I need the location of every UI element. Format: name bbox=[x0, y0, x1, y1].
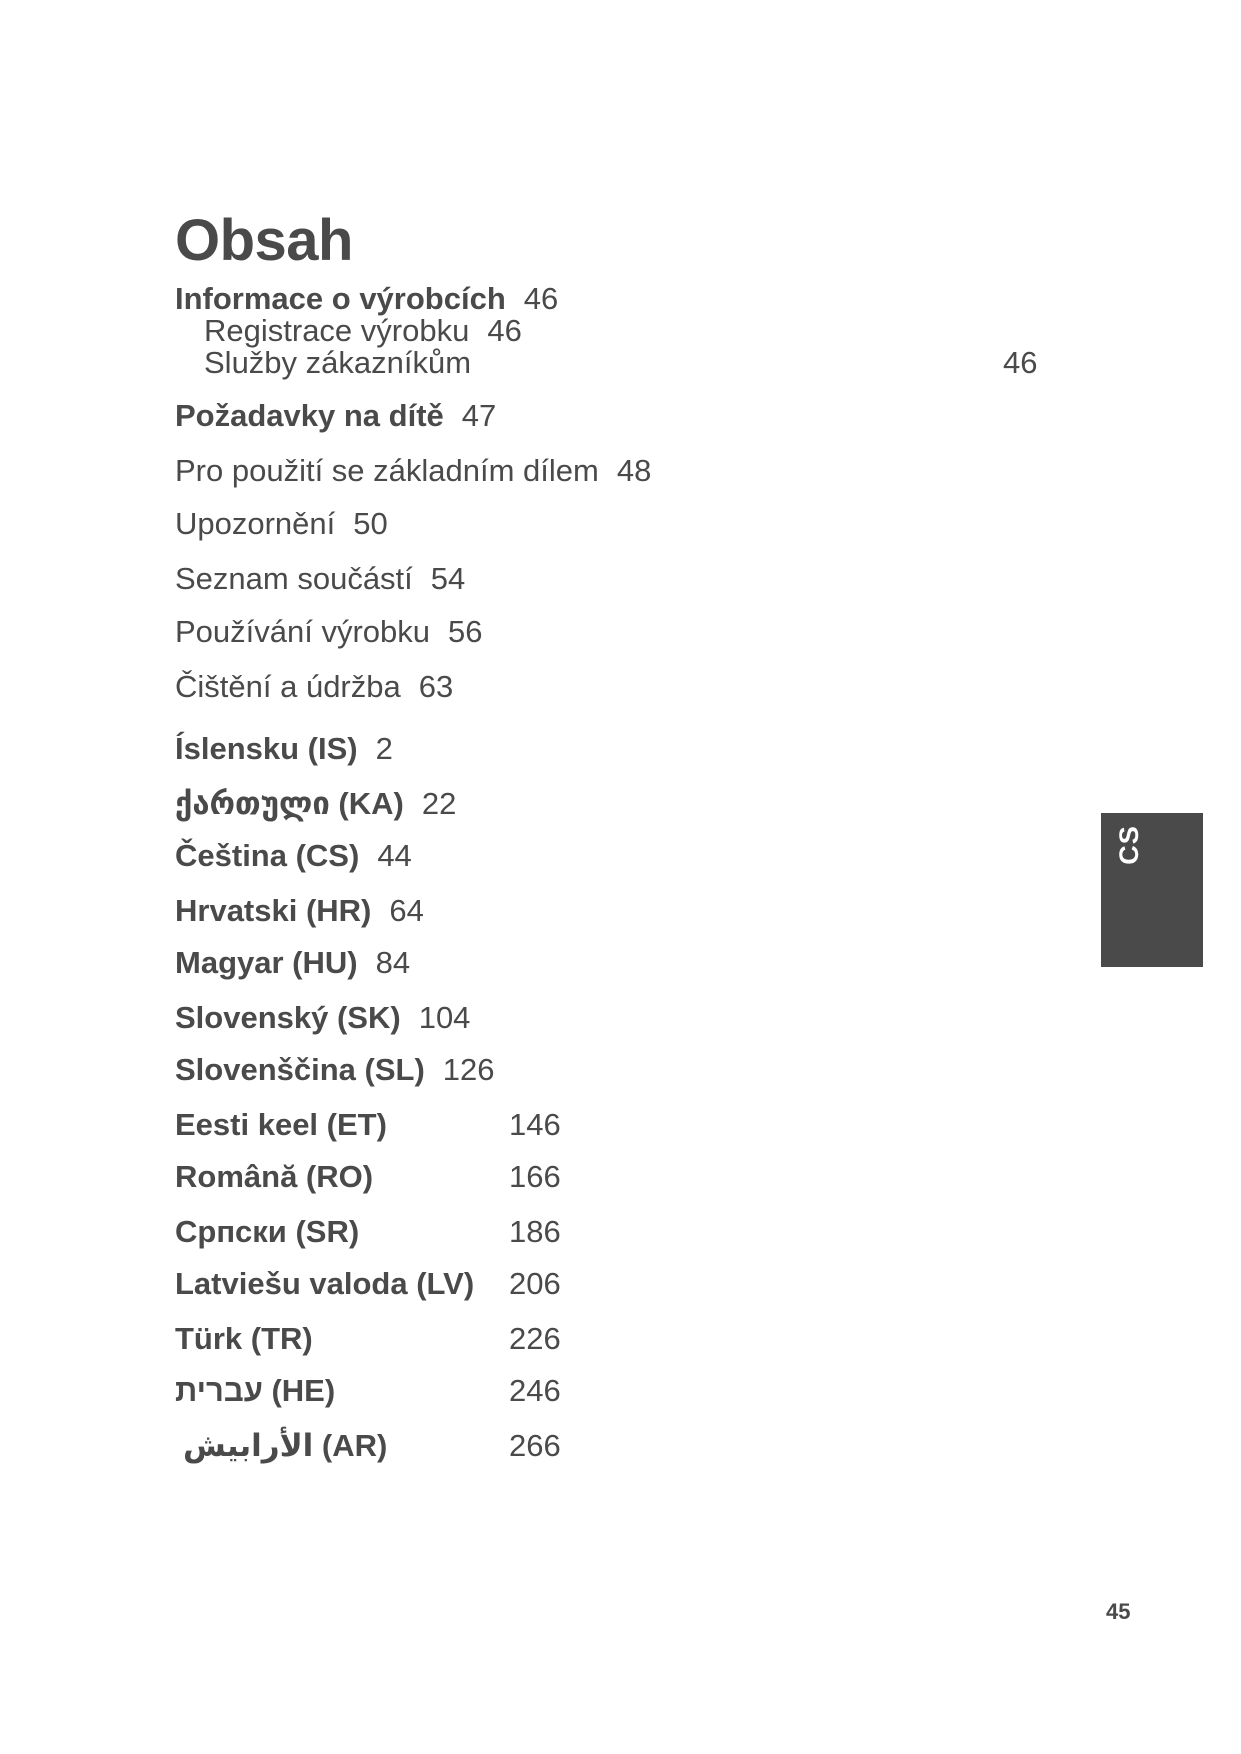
lang-page-tr: 226 bbox=[509, 1321, 561, 1356]
toc-page: 46 bbox=[523, 281, 559, 316]
lang-page: 44 bbox=[377, 838, 412, 873]
lang-name-ar[interactable]: الأرابيش (AR) bbox=[183, 1428, 388, 1463]
lang-page-et: 146 bbox=[509, 1107, 561, 1142]
lang-item-ka[interactable] bbox=[175, 788, 456, 819]
toc-page: 48 bbox=[616, 453, 652, 488]
toc-page-customer-service: 46 bbox=[1003, 345, 1038, 380]
lang-page: 84 bbox=[375, 945, 411, 980]
lang-page: 104 bbox=[418, 1000, 471, 1035]
toc-item-product-registration[interactable] bbox=[204, 315, 522, 346]
toc-item-cleaning[interactable] bbox=[175, 671, 453, 702]
lang-item-cs[interactable] bbox=[175, 840, 412, 871]
toc-label: Pro použití se základním dílem bbox=[175, 453, 599, 488]
toc-label: Služby zákazníkům bbox=[204, 345, 472, 380]
lang-name: Hrvatski (HR) bbox=[175, 893, 372, 928]
page-title: Obsah bbox=[175, 208, 353, 273]
lang-name: Magyar (HU) bbox=[175, 945, 358, 980]
toc-label: Seznam součástí bbox=[175, 561, 413, 596]
toc-item-base-use[interactable] bbox=[175, 455, 651, 486]
lang-name-he[interactable]: עברית (HE) bbox=[175, 1373, 336, 1408]
toc-item-warnings[interactable] bbox=[175, 508, 388, 539]
lang-name-sr[interactable]: Српски (SR) bbox=[175, 1214, 360, 1249]
lang-name-ro[interactable]: Română (RO) bbox=[175, 1159, 374, 1194]
lang-page-ro: 166 bbox=[509, 1159, 561, 1194]
lang-name: Čeština (CS) bbox=[175, 838, 360, 873]
lang-page: 64 bbox=[389, 893, 424, 928]
lang-name: Slovenščina (SL) bbox=[175, 1052, 425, 1087]
toc-label: Upozornění bbox=[175, 506, 336, 541]
toc-item-product-info[interactable] bbox=[175, 283, 558, 314]
lang-page: 22 bbox=[421, 786, 457, 821]
lang-page: 126 bbox=[442, 1052, 495, 1087]
toc-page: 56 bbox=[448, 614, 483, 649]
toc-item-child-requirements[interactable] bbox=[175, 400, 496, 431]
language-side-tab-label: CS bbox=[1113, 825, 1144, 865]
lang-page: 2 bbox=[375, 731, 393, 766]
toc-label: Registrace výrobku bbox=[204, 313, 470, 348]
lang-page-ar: 266 bbox=[509, 1428, 561, 1463]
toc-page: 63 bbox=[418, 669, 454, 704]
toc-page: 47 bbox=[461, 398, 497, 433]
lang-item-hu[interactable] bbox=[175, 947, 410, 978]
toc-page: 50 bbox=[353, 506, 388, 541]
lang-name: ქართული (KA) bbox=[175, 786, 404, 821]
lang-name: Íslensku (IS) bbox=[175, 731, 358, 766]
lang-item-hr[interactable] bbox=[175, 895, 424, 926]
lang-page-sr: 186 bbox=[509, 1214, 561, 1249]
lang-name-tr[interactable]: Türk (TR) bbox=[175, 1321, 313, 1356]
toc-item-product-use[interactable] bbox=[175, 616, 483, 647]
lang-name-lv[interactable]: Latviešu valoda (LV) bbox=[175, 1266, 475, 1301]
toc-item-parts-list[interactable] bbox=[175, 563, 465, 594]
lang-page-lv: 206 bbox=[509, 1266, 561, 1301]
lang-item-is[interactable] bbox=[175, 733, 393, 764]
lang-item-sk[interactable] bbox=[175, 1002, 470, 1033]
toc-page: 54 bbox=[430, 561, 466, 596]
lang-name-et[interactable]: Eesti keel (ET) bbox=[175, 1107, 387, 1142]
toc-item-customer-service[interactable] bbox=[204, 347, 471, 378]
toc-label: Čištění a údržba bbox=[175, 669, 401, 704]
toc-label: Informace o výrobcích bbox=[175, 281, 506, 316]
lang-name: Slovenský (SK) bbox=[175, 1000, 401, 1035]
page-number: 45 bbox=[1106, 1599, 1131, 1624]
language-side-tab[interactable] bbox=[1101, 813, 1203, 967]
toc-page: 46 bbox=[487, 313, 522, 348]
lang-page-he: 246 bbox=[509, 1373, 561, 1408]
toc-label: Požadavky na dítě bbox=[175, 398, 444, 433]
lang-item-sl[interactable] bbox=[175, 1054, 495, 1085]
toc-label: Používání výrobku bbox=[175, 614, 431, 649]
